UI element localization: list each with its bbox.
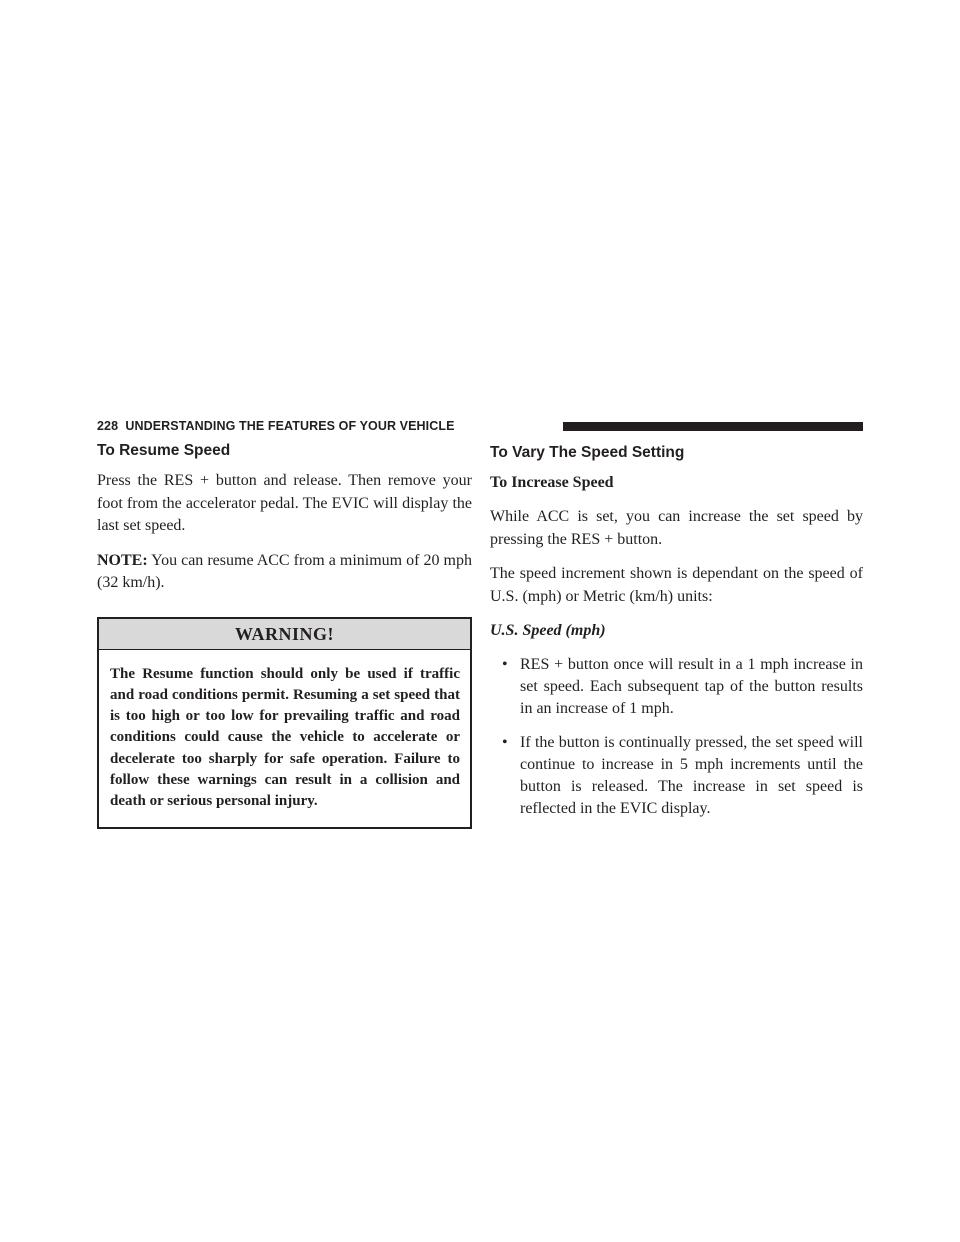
header-text (97, 418, 455, 434)
warning-box (97, 617, 472, 829)
page-header (97, 418, 863, 434)
warning-title: WARNING! (99, 619, 470, 650)
note-paragraph (97, 550, 472, 595)
note-text: You can resume ACC from a minimum of 20 mph (32 km/h). (97, 551, 472, 591)
increase-speed-subheading: To Increase Speed (490, 474, 614, 491)
page-number: 228 (97, 419, 119, 433)
section-title: UNDERSTANDING THE FEATURES OF YOUR VEHICLE (125, 419, 455, 433)
bullet-icon: • (502, 734, 508, 751)
resume-speed-heading: To Resume Speed (97, 442, 231, 459)
us-speed-subheading: U.S. Speed (mph) (490, 622, 606, 639)
increase-speed-paragraph: While ACC is set, you can increase the set speed by pressing the RES + button. (490, 508, 863, 548)
resume-instructions: Press the RES + button and release. Then remove your foot from the accelerator pedal. The EVIC will display the last set speed. (97, 472, 472, 534)
warning-text: The Resume function should only be used if traffic and road conditions permit. Resuming a set speed that is too high or too low for prevailing traffic and road conditions could cause the vehicle to accelerate or decelerate too sharply for safe operation. Failure to follow these warnings can result in a collision and death or serious personal injury. (110, 665, 460, 810)
list-item: • RES + button once will result in a 1 mph increase in set speed. Each subsequent tap of the button results in an increase of 1 mph. (502, 656, 863, 717)
left-column (97, 440, 472, 829)
speed-increment-paragraph: The speed increment shown is dependant on the speed of U.S. (mph) or Metric (km/h) units: (490, 565, 863, 605)
header-rule (563, 422, 863, 431)
right-column (490, 440, 863, 820)
bullet-icon: • (502, 656, 508, 673)
vary-speed-heading: To Vary The Speed Setting (490, 444, 685, 461)
list-item: • If the button is continually pressed, the set speed will continue to increase in 5 mph increments until the button is released. The increase in set speed is reflected in the EVIC display. (502, 734, 863, 817)
note-label: NOTE: (97, 551, 148, 569)
us-speed-list (490, 654, 863, 820)
